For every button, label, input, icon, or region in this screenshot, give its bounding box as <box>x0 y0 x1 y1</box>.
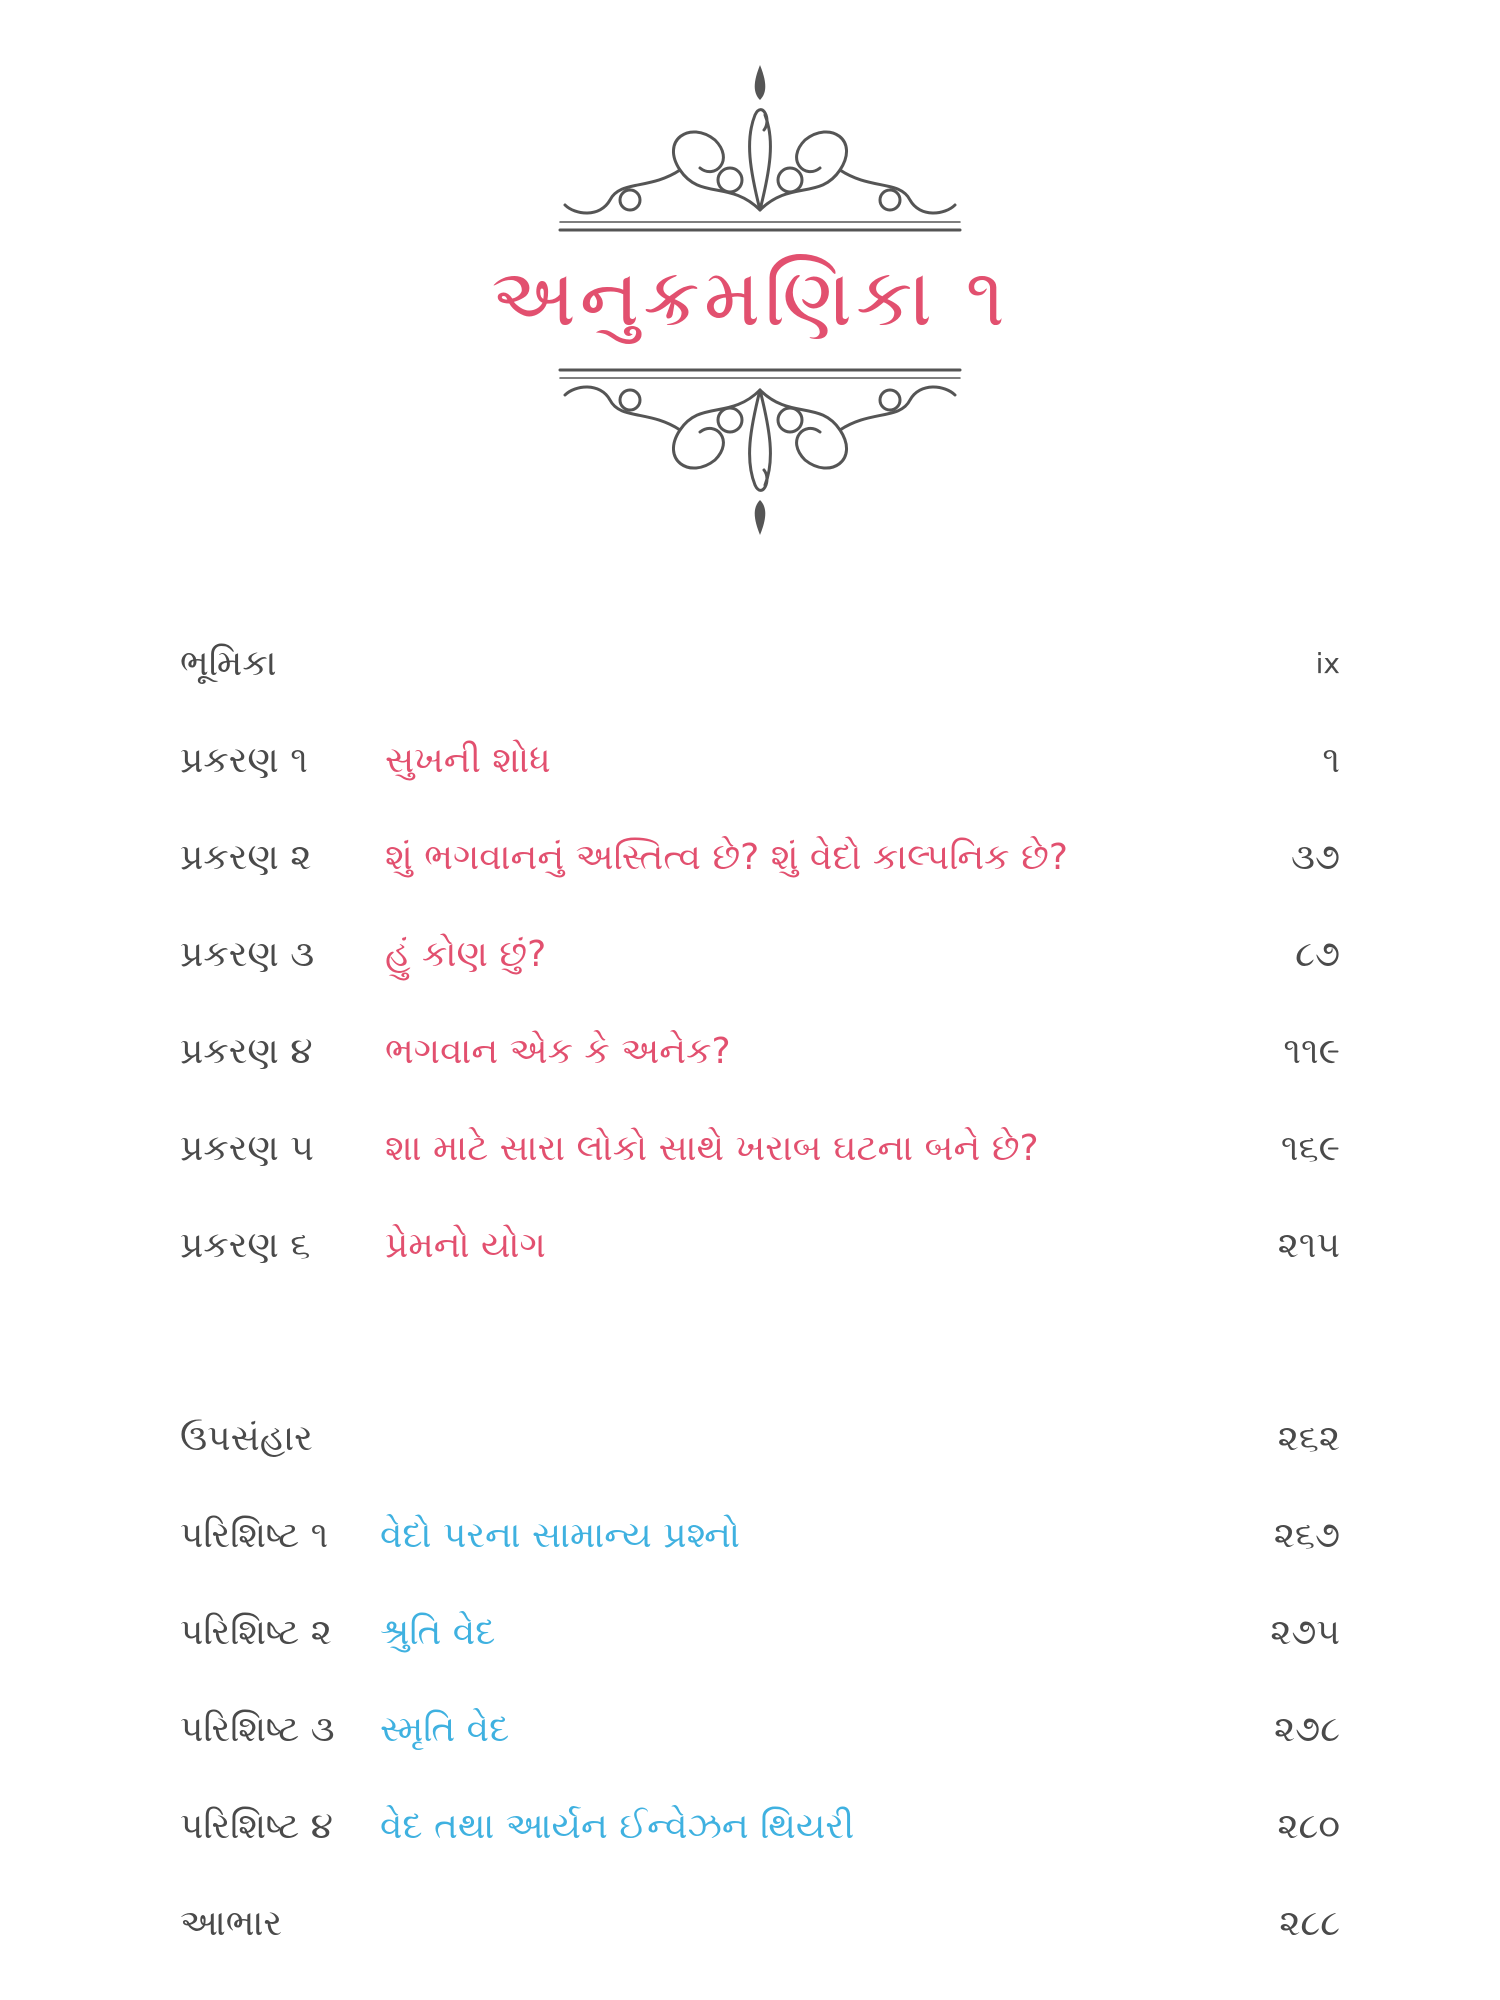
entry-page: ૨૬૨ <box>1277 1418 1340 1459</box>
entry-page: ix <box>1315 647 1340 680</box>
entry-label: પ્રકરણ ૫ <box>180 1128 314 1169</box>
entry-title: શ્રુતિ વેદ <box>380 1612 496 1653</box>
toc-entry[interactable] <box>180 1681 1340 1778</box>
toc-entry[interactable] <box>180 1100 1340 1197</box>
entry-title: શા માટે સારા લોકો સાથે ખરાબ ઘટના બને છે? <box>385 1128 1039 1169</box>
entry-label: પ્રકરણ ૪ <box>180 1031 313 1072</box>
entry-label: પરિશિષ્ટ ૩ <box>180 1709 335 1750</box>
entry-title: પ્રેમનો યોગ <box>385 1225 546 1266</box>
entry-page: ૨૮૮ <box>1279 1903 1340 1944</box>
toc-entry[interactable] <box>180 1584 1340 1681</box>
toc-entry[interactable] <box>180 1003 1340 1100</box>
toc-entry[interactable] <box>180 906 1340 1003</box>
entry-label: ઉપસંહાર <box>180 1418 313 1459</box>
entry-label: પ્રકરણ ૧ <box>180 740 308 781</box>
entry-page: ૨૭૮ <box>1274 1709 1340 1750</box>
entry-page: ૨૧૫ <box>1277 1225 1340 1266</box>
entry-title: સ્મૃતિ વેદ <box>380 1709 510 1750</box>
entry-title: વેદો પરના સામાન્ય પ્રશ્નો <box>380 1515 740 1556</box>
entry-page: ૨૭૫ <box>1270 1612 1340 1653</box>
entry-label: પરિશિષ્ટ ૨ <box>180 1612 332 1653</box>
bottom-ornament <box>550 360 970 540</box>
entry-title: શું ભગવાનનું અસ્તિત્વ છે? શું વેદો કાલ્પનિક છે? <box>385 837 1068 878</box>
toc-entry[interactable] <box>180 809 1340 906</box>
entry-page: ૧૬૯ <box>1280 1128 1340 1169</box>
toc-entry[interactable] <box>180 1390 1340 1487</box>
toc-entry[interactable] <box>180 1875 1340 1972</box>
entry-page: ૮૭ <box>1295 934 1340 975</box>
top-ornament <box>550 60 970 240</box>
entry-page: ૨૮૦ <box>1277 1806 1340 1847</box>
entry-label: ભૂમિકા <box>180 643 277 684</box>
toc-entry[interactable] <box>180 1778 1340 1875</box>
entry-label: આભાર <box>180 1903 283 1944</box>
entry-title: વેદ તથા આર્યન ઈન્વેઝન થિયરી <box>380 1806 855 1847</box>
toc-entry[interactable] <box>180 615 1340 712</box>
page-title: અનુક્રમણિકા ૧ <box>491 251 1009 344</box>
entry-title: સુખની શોધ <box>385 740 551 781</box>
entry-title: હું કોણ છું? <box>385 934 547 975</box>
toc-entry[interactable] <box>180 1487 1340 1584</box>
toc-entry[interactable] <box>180 712 1340 809</box>
entry-page: ૩૭ <box>1291 837 1340 878</box>
toc-main-list <box>180 615 1340 1294</box>
entry-label: પરિશિષ્ટ ૧ <box>180 1515 329 1556</box>
entry-title: ભગવાન એક કે અનેક? <box>385 1031 731 1072</box>
entry-label: પ્રકરણ ૬ <box>180 1225 311 1266</box>
toc-entry[interactable] <box>180 1197 1340 1294</box>
entry-page: ૧ <box>1322 740 1340 781</box>
entry-label: પ્રકરણ ૨ <box>180 837 312 878</box>
entry-label: પરિશિષ્ટ ૪ <box>180 1806 333 1847</box>
toc-back-list <box>180 1390 1340 1972</box>
entry-page: ૧૧૯ <box>1283 1031 1340 1072</box>
entry-label: પ્રકરણ ૩ <box>180 934 315 975</box>
entry-page: ૨૬૭ <box>1273 1515 1340 1556</box>
